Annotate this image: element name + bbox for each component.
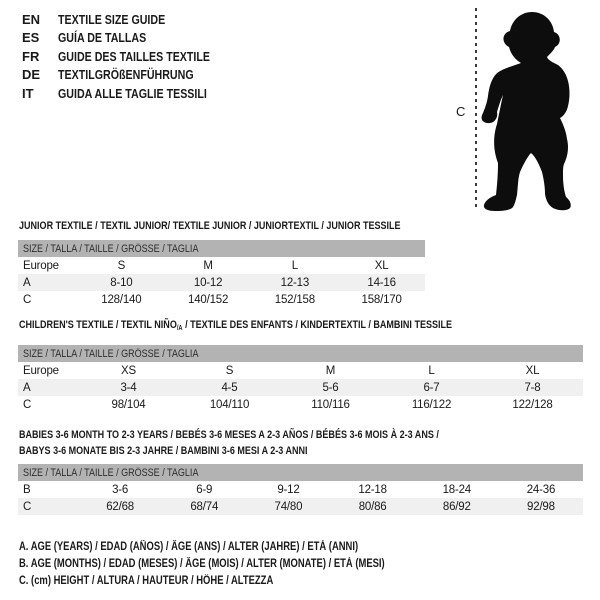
language-code: EN xyxy=(22,11,41,27)
size-cell: 14-16 xyxy=(367,276,396,289)
footnote-a: A. AGE (YEARS) / EDAD (AÑOS) / ÂGE (ANS) / ALTER (JAHRE) / ETÀ (ANNI) xyxy=(19,541,359,553)
size-header-text: SIZE / TALLA / TAILLE / GRÖSSE / TAGLIA xyxy=(23,347,199,360)
row-label: Europe xyxy=(23,259,59,272)
size-cell: XL xyxy=(374,259,389,272)
section-title-babies xyxy=(19,427,531,459)
size-cell: 12-18 xyxy=(358,483,387,496)
table-row xyxy=(18,257,425,274)
table-row xyxy=(18,291,425,308)
size-cell: 158/170 xyxy=(361,293,402,306)
table-row xyxy=(18,362,583,379)
row-label: C xyxy=(23,500,32,513)
size-cell: S xyxy=(117,259,126,272)
table-row xyxy=(18,498,583,515)
size-cell: 74/80 xyxy=(274,500,303,513)
size-cell: L xyxy=(291,259,298,272)
footnotes xyxy=(19,539,465,591)
size-cell: 104/110 xyxy=(209,398,250,411)
size-header-bar xyxy=(18,345,583,362)
size-cell: M xyxy=(325,364,336,377)
row-label: Europe xyxy=(23,364,59,377)
section-title-junior xyxy=(19,218,484,234)
size-cell: 7-8 xyxy=(524,381,541,394)
language-label: TEXTILGRÖßENFÜHRUNG xyxy=(58,67,194,83)
language-code: ES xyxy=(22,30,40,46)
size-cell: S xyxy=(225,364,234,377)
height-measure-label: C xyxy=(456,104,466,119)
language-label: GUIDE DES TAILLES TEXTILE xyxy=(58,48,211,64)
size-cell: 80/86 xyxy=(358,500,387,513)
size-cell: 6-7 xyxy=(423,381,440,394)
size-cell: 98/104 xyxy=(111,398,146,411)
size-cell: XL xyxy=(525,364,540,377)
size-cell: 18-24 xyxy=(442,483,471,496)
language-label: TEXTILE SIZE GUIDE xyxy=(58,11,166,27)
section-title-text: JUNIOR TEXTILE / TEXTIL JUNIOR/ TEXTILE JUNIOR / JUNIORTEXTIL / JUNIOR TESSILE xyxy=(19,220,401,232)
height-measure-dotted-line xyxy=(475,8,477,207)
size-cell: 152/158 xyxy=(274,293,315,306)
size-header-bar xyxy=(18,464,583,481)
language-item-es xyxy=(22,29,243,48)
language-label: GUÍA DE TALLAS xyxy=(58,30,147,46)
section-title-line2: BABYS 3-6 MONATE BIS 2-3 JAHRE / BAMBINI 3-6 MESI A 2-3 ANNI xyxy=(19,445,308,457)
language-item-fr xyxy=(22,47,243,66)
size-cell: 5-6 xyxy=(322,381,339,394)
size-cell: M xyxy=(203,259,213,272)
section-title-line1: BABIES 3-6 MONTH TO 2-3 YEARS / BEBÉS 3-6 MESES A 2-3 AÑOS / BÉBÉS 3-6 MOIS À 2-3 ANS / xyxy=(19,429,439,441)
footnote-b: B. AGE (MONTHS) / EDAD (MESES) / ÂGE (MOIS) / ALTER (MONATE) / ETÀ (MESI) xyxy=(19,558,385,571)
title-subscript: /A xyxy=(176,325,183,332)
size-cell: 68/74 xyxy=(190,500,219,513)
title-part: CHILDREN'S TEXTILE / TEXTIL NIÑO xyxy=(19,319,177,331)
size-cell: 12-13 xyxy=(280,276,310,289)
size-cell: 8-10 xyxy=(110,276,133,289)
size-header-text: SIZE / TALLA / TAILLE / GRÖSSE / TAGLIA xyxy=(23,466,199,479)
language-item-de xyxy=(22,66,243,85)
size-cell: 9-12 xyxy=(277,483,300,496)
language-label: GUIDA ALLE TAGLIE TESSILI xyxy=(58,85,207,101)
table-row xyxy=(18,379,583,396)
table-row xyxy=(18,274,425,291)
row-label: C xyxy=(23,293,32,306)
section-title-children xyxy=(19,317,547,337)
row-label: A xyxy=(23,276,31,289)
row-label: C xyxy=(23,398,32,411)
section-title-text xyxy=(19,317,452,337)
table-row xyxy=(18,396,583,413)
size-cell: 122/128 xyxy=(512,398,553,411)
size-header-text: SIZE / TALLA / TAILLE / GRÖSSE / TAGLIA xyxy=(23,242,199,255)
language-code: IT xyxy=(22,85,34,101)
language-item-en xyxy=(22,10,243,29)
size-cell: 128/140 xyxy=(101,293,142,306)
size-cell: 24-36 xyxy=(526,483,556,496)
language-list xyxy=(22,10,243,103)
row-label: A xyxy=(23,381,31,394)
size-cell: 92/98 xyxy=(527,500,555,513)
language-item-it xyxy=(22,84,243,103)
size-cell: 116/122 xyxy=(411,398,452,411)
size-cell: 10-12 xyxy=(193,276,223,289)
size-cell: 4-5 xyxy=(221,381,238,394)
size-cell: 110/116 xyxy=(311,398,350,411)
baby-silhouette-icon xyxy=(478,5,598,215)
row-label: B xyxy=(23,483,31,496)
size-cell: 62/68 xyxy=(106,500,134,513)
size-cell: XS xyxy=(121,364,136,377)
title-part: / TEXTILE DES ENFANTS / KINDERTEXTIL / BAMBINI TESSILE xyxy=(182,319,453,331)
size-cell: 86/92 xyxy=(442,500,471,513)
language-code: DE xyxy=(22,67,41,83)
size-cell: 3-6 xyxy=(112,483,129,496)
footnote-c: C. (cm) HEIGHT / ALTURA / HAUTEUR / HÖHE / ALTEZZA xyxy=(19,575,274,588)
size-header-bar xyxy=(18,240,425,257)
language-code: FR xyxy=(22,48,40,64)
size-cell: 140/152 xyxy=(188,293,229,306)
table-row xyxy=(18,481,583,498)
size-cell: 3-4 xyxy=(120,381,137,394)
size-cell: 6-9 xyxy=(196,483,213,496)
size-cell: L xyxy=(428,364,435,377)
